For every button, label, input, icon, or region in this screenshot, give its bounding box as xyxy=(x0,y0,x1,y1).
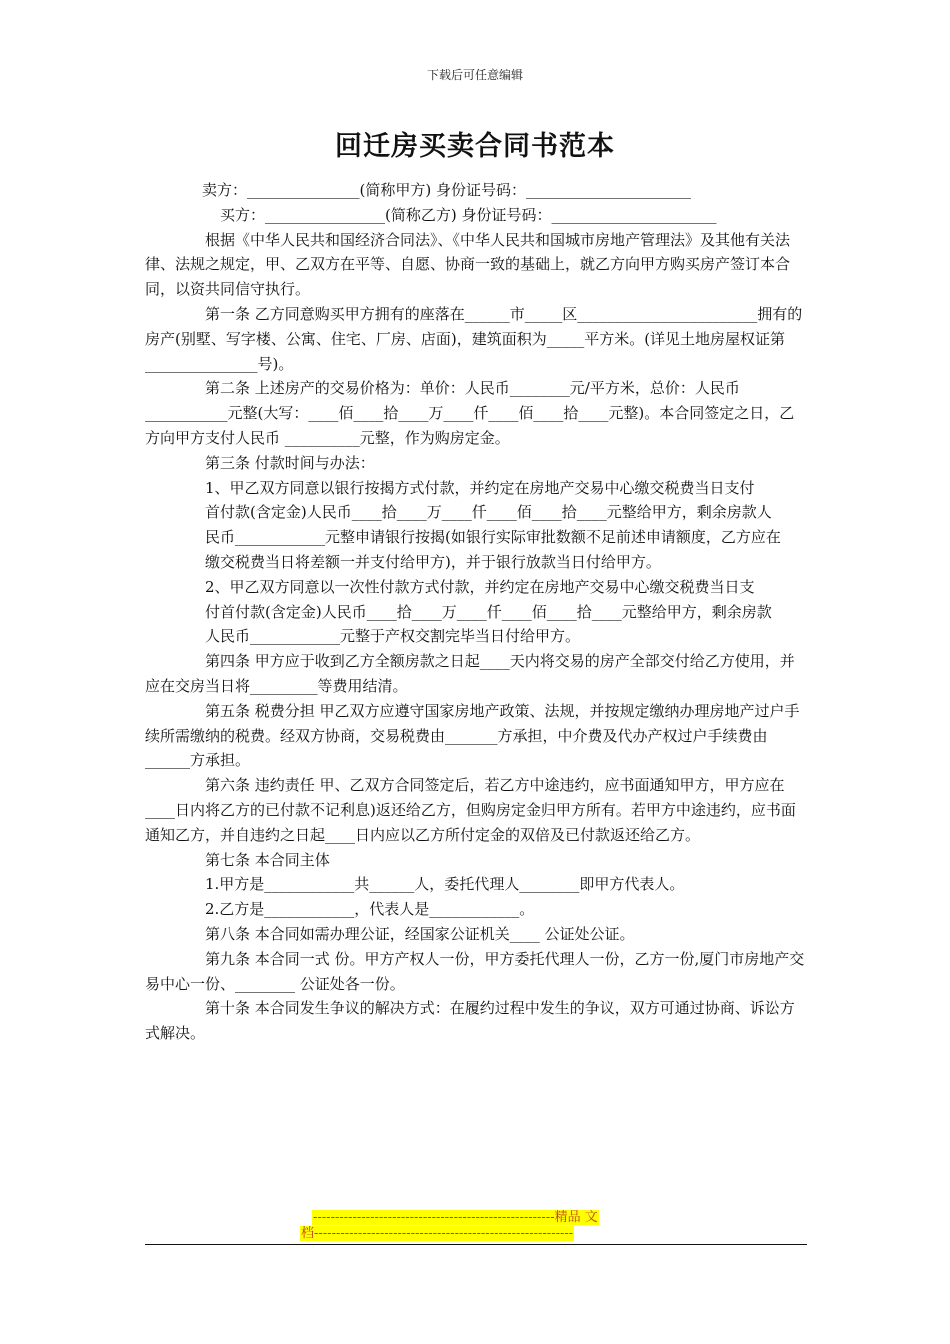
article-3-item-2-line-2: 付首付款(含定金)人民币____拾____万____仟____佰____拾____元整给甲方，剩余房款 xyxy=(205,602,772,621)
header-note: 下载后可任意编辑 xyxy=(426,68,523,82)
article-4: 第四条 甲方应于收到乙方全额房款之日起____天内将交易的房产全部交付给乙方使用，并应在交房当日将_________等费用结清。 xyxy=(145,652,795,695)
document-title: 回迁房买卖合同书范本 xyxy=(335,131,615,162)
contract-body xyxy=(145,178,807,1046)
article-9: 第九条 本合同一式 份。甲方产权人一份，甲方委托代理人一份，乙方一份,厦门市房地产交易中心一份、________ 公证处各一份。 xyxy=(145,949,805,993)
article-7-item-1: 1.甲方是____________共______人，委托代理人________即甲方代表人。 xyxy=(205,875,685,894)
article-3-item-1-line-4: 缴交税费当日将差额一并支付给甲方)，并于银行放款当日付给甲方。 xyxy=(205,552,661,571)
footer-banner-line-1: -------------------------------------------------------精品 文 xyxy=(313,1210,598,1225)
article-7-item-2: 2.乙方是____________，代表人是____________。 xyxy=(205,900,535,919)
preamble-paragraph: 根据《中华人民共和国经济合同法》、《中华人民共和国城市房地产管理法》及其他有关法律、法规之规定，甲、乙双方在平等、自愿、协商一致的基础上，就乙方向甲方购买房产签订本合同，以资共同信守执行。 xyxy=(145,230,791,299)
article-1: 第一条 乙方同意购买甲方拥有的座落在______市_____区________________________拥有的房产(别墅、写字楼、公寓、住宅、厂房、店面)，建筑面积为_____平方米。(详见土地房屋权证第_______________号)。 xyxy=(145,304,803,373)
article-3-item-1-line-3: 民币____________元整申请银行按揭(如银行实际审批数额不足前述申请额度，乙方应在 xyxy=(205,528,781,547)
article-6: 第六条 违约责任 甲、乙双方合同签定后，若乙方中途违约，应书面通知甲方，甲方应在____日内将乙方的已付款不记利息)返还给乙方，但购房定金归甲方所有。若甲方中途违约，应书面通知乙方，并自违约之日起____日内应以乙方所付定金的双倍及已付款返还给乙方。 xyxy=(145,776,796,844)
article-7-heading: 第七条 本合同主体 xyxy=(205,850,330,869)
article-8: 第八条 本合同如需办理公证，经国家公证机关____ 公证处公证。 xyxy=(205,924,635,943)
article-5: 第五条 税费分担 甲乙双方应遵守国家房地产政策、法规，并按规定缴纳办理房地产过户手续所需缴纳的税费。经双方协商，交易税费由_______方承担，中介费及代办产权过户手续费由______方承担。 xyxy=(145,701,800,770)
article-2: 第二条 上述房产的交易价格为：单价：人民币________元/平方米，总价：人民币___________元整(大写：____佰____拾____万____仟____佰____拾____元整)。本合同签定之日，乙方向甲方支付人民币 __________元整，作为购房定金。 xyxy=(145,379,795,447)
footer-divider xyxy=(145,1244,807,1245)
buyer-line: 买方：________________(简称乙方) 身份证号码：______________________ xyxy=(220,205,717,224)
article-3-item-2-line-3: 人民币____________元整于产权交割完毕当日付给甲方。 xyxy=(205,627,581,646)
article-10: 第十条 本合同发生争议的解决方式：在履约过程中发生的争议，双方可通过协商、诉讼方式解决。 xyxy=(145,999,795,1043)
seller-line: 卖方：_______________(简称甲方) 身份证号码：______________________ xyxy=(202,181,691,199)
article-3-item-2-line-1: 2、甲乙双方同意以一次性付款方式付款，并约定在房地产交易中心缴交税费当日支 xyxy=(205,577,755,596)
footer-banner-line-2: 档----------------------------------------------------------- xyxy=(301,1226,574,1241)
article-3-item-1-line-2: 首付款(含定金)人民币____拾____万____仟____佰____拾____元整给甲方，剩余房款人 xyxy=(205,503,772,522)
article-3-heading: 第三条 付款时间与办法： xyxy=(205,453,375,472)
article-3-item-1-line-1: 1、甲乙双方同意以银行按揭方式付款，并约定在房地产交易中心缴交税费当日支付 xyxy=(205,478,755,497)
footer-banner xyxy=(300,1210,650,1242)
